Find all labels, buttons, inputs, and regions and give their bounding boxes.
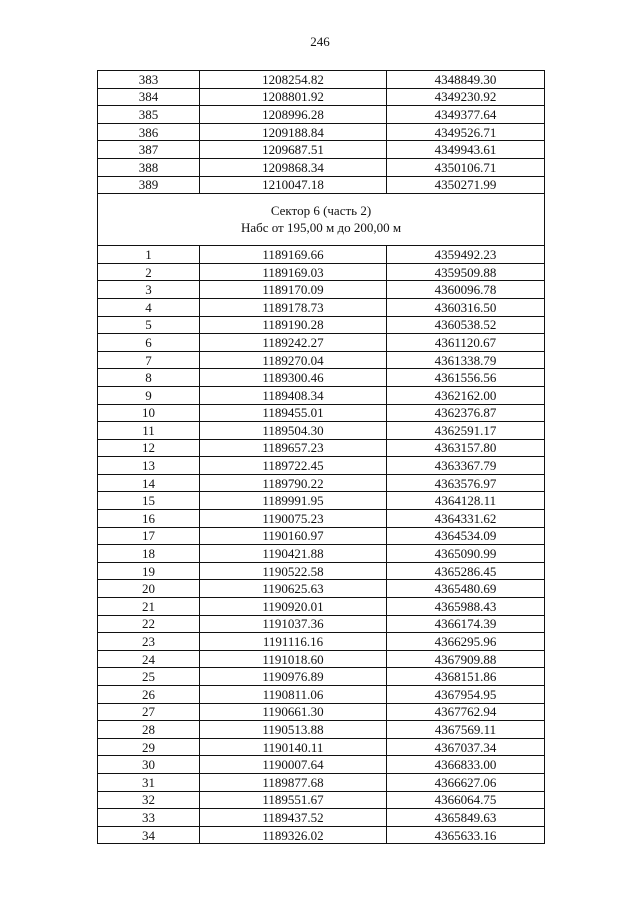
table-row bbox=[98, 598, 545, 616]
y-coordinate-cell: 4359492.23 bbox=[387, 246, 545, 264]
point-number-cell: 10 bbox=[98, 404, 200, 422]
table-row bbox=[98, 176, 545, 194]
point-number-cell: 29 bbox=[98, 738, 200, 756]
point-number-cell: 1 bbox=[98, 246, 200, 264]
point-number-cell: 2 bbox=[98, 263, 200, 281]
x-coordinate-cell: 1189170.09 bbox=[200, 281, 387, 299]
y-coordinate-cell: 4349377.64 bbox=[387, 106, 545, 124]
table-row bbox=[98, 141, 545, 159]
y-coordinate-cell: 4362376.87 bbox=[387, 404, 545, 422]
x-coordinate-cell: 1189991.95 bbox=[200, 492, 387, 510]
section-subtitle: Набс от 195,00 м до 200,00 м bbox=[240, 220, 402, 236]
table-row bbox=[98, 527, 545, 545]
y-coordinate-cell: 4367762.94 bbox=[387, 703, 545, 721]
y-coordinate-cell: 4365090.99 bbox=[387, 545, 545, 563]
table-row bbox=[98, 510, 545, 528]
point-number-cell: 6 bbox=[98, 334, 200, 352]
y-coordinate-cell: 4368151.86 bbox=[387, 668, 545, 686]
y-coordinate-cell: 4366627.06 bbox=[387, 773, 545, 791]
x-coordinate-cell: 1190811.06 bbox=[200, 686, 387, 704]
table-row bbox=[98, 457, 545, 475]
x-coordinate-cell: 1190513.88 bbox=[200, 721, 387, 739]
table-row bbox=[98, 422, 545, 440]
y-coordinate-cell: 4360096.78 bbox=[387, 281, 545, 299]
section-title: Сектор 6 (часть 2) bbox=[270, 203, 372, 219]
point-number-cell: 32 bbox=[98, 791, 200, 809]
point-number-cell: 11 bbox=[98, 422, 200, 440]
y-coordinate-cell: 4365988.43 bbox=[387, 598, 545, 616]
table-row bbox=[98, 158, 545, 176]
y-coordinate-cell: 4350271.99 bbox=[387, 176, 545, 194]
x-coordinate-cell: 1209188.84 bbox=[200, 123, 387, 141]
table-row bbox=[98, 703, 545, 721]
table-row bbox=[98, 263, 545, 281]
table-row bbox=[98, 615, 545, 633]
table-row bbox=[98, 334, 545, 352]
table-row bbox=[98, 369, 545, 387]
point-number-cell: 16 bbox=[98, 510, 200, 528]
y-coordinate-cell: 4367569.11 bbox=[387, 721, 545, 739]
y-coordinate-cell: 4367909.88 bbox=[387, 650, 545, 668]
table-body-after bbox=[98, 246, 545, 844]
point-number-cell: 33 bbox=[98, 809, 200, 827]
x-coordinate-cell: 1190625.63 bbox=[200, 580, 387, 598]
x-coordinate-cell: 1208996.28 bbox=[200, 106, 387, 124]
table-row bbox=[98, 650, 545, 668]
section-header-cell bbox=[98, 194, 545, 246]
table-row bbox=[98, 791, 545, 809]
point-number-cell: 7 bbox=[98, 351, 200, 369]
y-coordinate-cell: 4363157.80 bbox=[387, 439, 545, 457]
x-coordinate-cell: 1190140.11 bbox=[200, 738, 387, 756]
y-coordinate-cell: 4349943.61 bbox=[387, 141, 545, 159]
y-coordinate-cell: 4360316.50 bbox=[387, 298, 545, 316]
x-coordinate-cell: 1208254.82 bbox=[200, 71, 387, 89]
point-number-cell: 5 bbox=[98, 316, 200, 334]
x-coordinate-cell: 1189190.28 bbox=[200, 316, 387, 334]
y-coordinate-cell: 4366174.39 bbox=[387, 615, 545, 633]
point-number-cell: 383 bbox=[98, 71, 200, 89]
y-coordinate-cell: 4364534.09 bbox=[387, 527, 545, 545]
x-coordinate-cell: 1189877.68 bbox=[200, 773, 387, 791]
point-number-cell: 22 bbox=[98, 615, 200, 633]
point-number-cell: 388 bbox=[98, 158, 200, 176]
x-coordinate-cell: 1190160.97 bbox=[200, 527, 387, 545]
table-row bbox=[98, 106, 545, 124]
x-coordinate-cell: 1189455.01 bbox=[200, 404, 387, 422]
point-number-cell: 27 bbox=[98, 703, 200, 721]
section-header-row bbox=[98, 194, 545, 246]
x-coordinate-cell: 1190661.30 bbox=[200, 703, 387, 721]
point-number-cell: 8 bbox=[98, 369, 200, 387]
point-number-cell: 17 bbox=[98, 527, 200, 545]
point-number-cell: 26 bbox=[98, 686, 200, 704]
y-coordinate-cell: 4367954.95 bbox=[387, 686, 545, 704]
y-coordinate-cell: 4366295.96 bbox=[387, 633, 545, 651]
y-coordinate-cell: 4365286.45 bbox=[387, 562, 545, 580]
y-coordinate-cell: 4361556.56 bbox=[387, 369, 545, 387]
table-row bbox=[98, 88, 545, 106]
x-coordinate-cell: 1189169.66 bbox=[200, 246, 387, 264]
y-coordinate-cell: 4362162.00 bbox=[387, 386, 545, 404]
y-coordinate-cell: 4364331.62 bbox=[387, 510, 545, 528]
point-number-cell: 28 bbox=[98, 721, 200, 739]
x-coordinate-cell: 1191116.16 bbox=[200, 633, 387, 651]
table-row bbox=[98, 773, 545, 791]
y-coordinate-cell: 4363367.79 bbox=[387, 457, 545, 475]
x-coordinate-cell: 1189504.30 bbox=[200, 422, 387, 440]
point-number-cell: 386 bbox=[98, 123, 200, 141]
y-coordinate-cell: 4364128.11 bbox=[387, 492, 545, 510]
table-row bbox=[98, 71, 545, 89]
y-coordinate-cell: 4363576.97 bbox=[387, 474, 545, 492]
y-coordinate-cell: 4361120.67 bbox=[387, 334, 545, 352]
x-coordinate-cell: 1191018.60 bbox=[200, 650, 387, 668]
section-header-body bbox=[98, 194, 545, 246]
y-coordinate-cell: 4365849.63 bbox=[387, 809, 545, 827]
y-coordinate-cell: 4366833.00 bbox=[387, 756, 545, 774]
x-coordinate-cell: 1209868.34 bbox=[200, 158, 387, 176]
point-number-cell: 21 bbox=[98, 598, 200, 616]
x-coordinate-cell: 1189551.67 bbox=[200, 791, 387, 809]
table-row bbox=[98, 668, 545, 686]
x-coordinate-cell: 1189300.46 bbox=[200, 369, 387, 387]
x-coordinate-cell: 1189657.23 bbox=[200, 439, 387, 457]
x-coordinate-cell: 1190007.64 bbox=[200, 756, 387, 774]
y-coordinate-cell: 4362591.17 bbox=[387, 422, 545, 440]
x-coordinate-cell: 1210047.18 bbox=[200, 176, 387, 194]
y-coordinate-cell: 4359509.88 bbox=[387, 263, 545, 281]
table-row bbox=[98, 123, 545, 141]
point-number-cell: 24 bbox=[98, 650, 200, 668]
table-row bbox=[98, 809, 545, 827]
y-coordinate-cell: 4367037.34 bbox=[387, 738, 545, 756]
table-row bbox=[98, 633, 545, 651]
y-coordinate-cell: 4348849.30 bbox=[387, 71, 545, 89]
y-coordinate-cell: 4361338.79 bbox=[387, 351, 545, 369]
point-number-cell: 23 bbox=[98, 633, 200, 651]
table-row bbox=[98, 562, 545, 580]
table-row bbox=[98, 439, 545, 457]
x-coordinate-cell: 1189242.27 bbox=[200, 334, 387, 352]
x-coordinate-cell: 1208801.92 bbox=[200, 88, 387, 106]
y-coordinate-cell: 4366064.75 bbox=[387, 791, 545, 809]
table-row bbox=[98, 686, 545, 704]
point-number-cell: 19 bbox=[98, 562, 200, 580]
table-row bbox=[98, 246, 545, 264]
x-coordinate-cell: 1189270.04 bbox=[200, 351, 387, 369]
point-number-cell: 34 bbox=[98, 826, 200, 844]
table-row bbox=[98, 474, 545, 492]
point-number-cell: 25 bbox=[98, 668, 200, 686]
y-coordinate-cell: 4349526.71 bbox=[387, 123, 545, 141]
x-coordinate-cell: 1190421.88 bbox=[200, 545, 387, 563]
table-row bbox=[98, 580, 545, 598]
point-number-cell: 31 bbox=[98, 773, 200, 791]
point-number-cell: 15 bbox=[98, 492, 200, 510]
y-coordinate-cell: 4349230.92 bbox=[387, 88, 545, 106]
point-number-cell: 14 bbox=[98, 474, 200, 492]
point-number-cell: 12 bbox=[98, 439, 200, 457]
table-row bbox=[98, 721, 545, 739]
table-row bbox=[98, 756, 545, 774]
x-coordinate-cell: 1189790.22 bbox=[200, 474, 387, 492]
point-number-cell: 18 bbox=[98, 545, 200, 563]
point-number-cell: 9 bbox=[98, 386, 200, 404]
x-coordinate-cell: 1209687.51 bbox=[200, 141, 387, 159]
table-row bbox=[98, 826, 545, 844]
point-number-cell: 30 bbox=[98, 756, 200, 774]
x-coordinate-cell: 1190976.89 bbox=[200, 668, 387, 686]
point-number-cell: 3 bbox=[98, 281, 200, 299]
x-coordinate-cell: 1190920.01 bbox=[200, 598, 387, 616]
x-coordinate-cell: 1190075.23 bbox=[200, 510, 387, 528]
table-row bbox=[98, 351, 545, 369]
point-number-cell: 20 bbox=[98, 580, 200, 598]
y-coordinate-cell: 4350106.71 bbox=[387, 158, 545, 176]
y-coordinate-cell: 4360538.52 bbox=[387, 316, 545, 334]
y-coordinate-cell: 4365633.16 bbox=[387, 826, 545, 844]
point-number-cell: 385 bbox=[98, 106, 200, 124]
x-coordinate-cell: 1189326.02 bbox=[200, 826, 387, 844]
table-row bbox=[98, 545, 545, 563]
point-number-cell: 384 bbox=[98, 88, 200, 106]
x-coordinate-cell: 1189178.73 bbox=[200, 298, 387, 316]
point-number-cell: 387 bbox=[98, 141, 200, 159]
x-coordinate-cell: 1189437.52 bbox=[200, 809, 387, 827]
y-coordinate-cell: 4365480.69 bbox=[387, 580, 545, 598]
x-coordinate-cell: 1189169.03 bbox=[200, 263, 387, 281]
table-body-before bbox=[98, 71, 545, 194]
point-number-cell: 4 bbox=[98, 298, 200, 316]
table-row bbox=[98, 492, 545, 510]
table-row bbox=[98, 281, 545, 299]
x-coordinate-cell: 1190522.58 bbox=[200, 562, 387, 580]
x-coordinate-cell: 1189722.45 bbox=[200, 457, 387, 475]
table-row bbox=[98, 298, 545, 316]
table-row bbox=[98, 386, 545, 404]
table-row bbox=[98, 404, 545, 422]
point-number-cell: 13 bbox=[98, 457, 200, 475]
point-number-cell: 389 bbox=[98, 176, 200, 194]
table-row bbox=[98, 316, 545, 334]
coordinates-table bbox=[97, 70, 545, 844]
table-row bbox=[98, 738, 545, 756]
page-number: 246 bbox=[310, 34, 330, 49]
x-coordinate-cell: 1191037.36 bbox=[200, 615, 387, 633]
x-coordinate-cell: 1189408.34 bbox=[200, 386, 387, 404]
